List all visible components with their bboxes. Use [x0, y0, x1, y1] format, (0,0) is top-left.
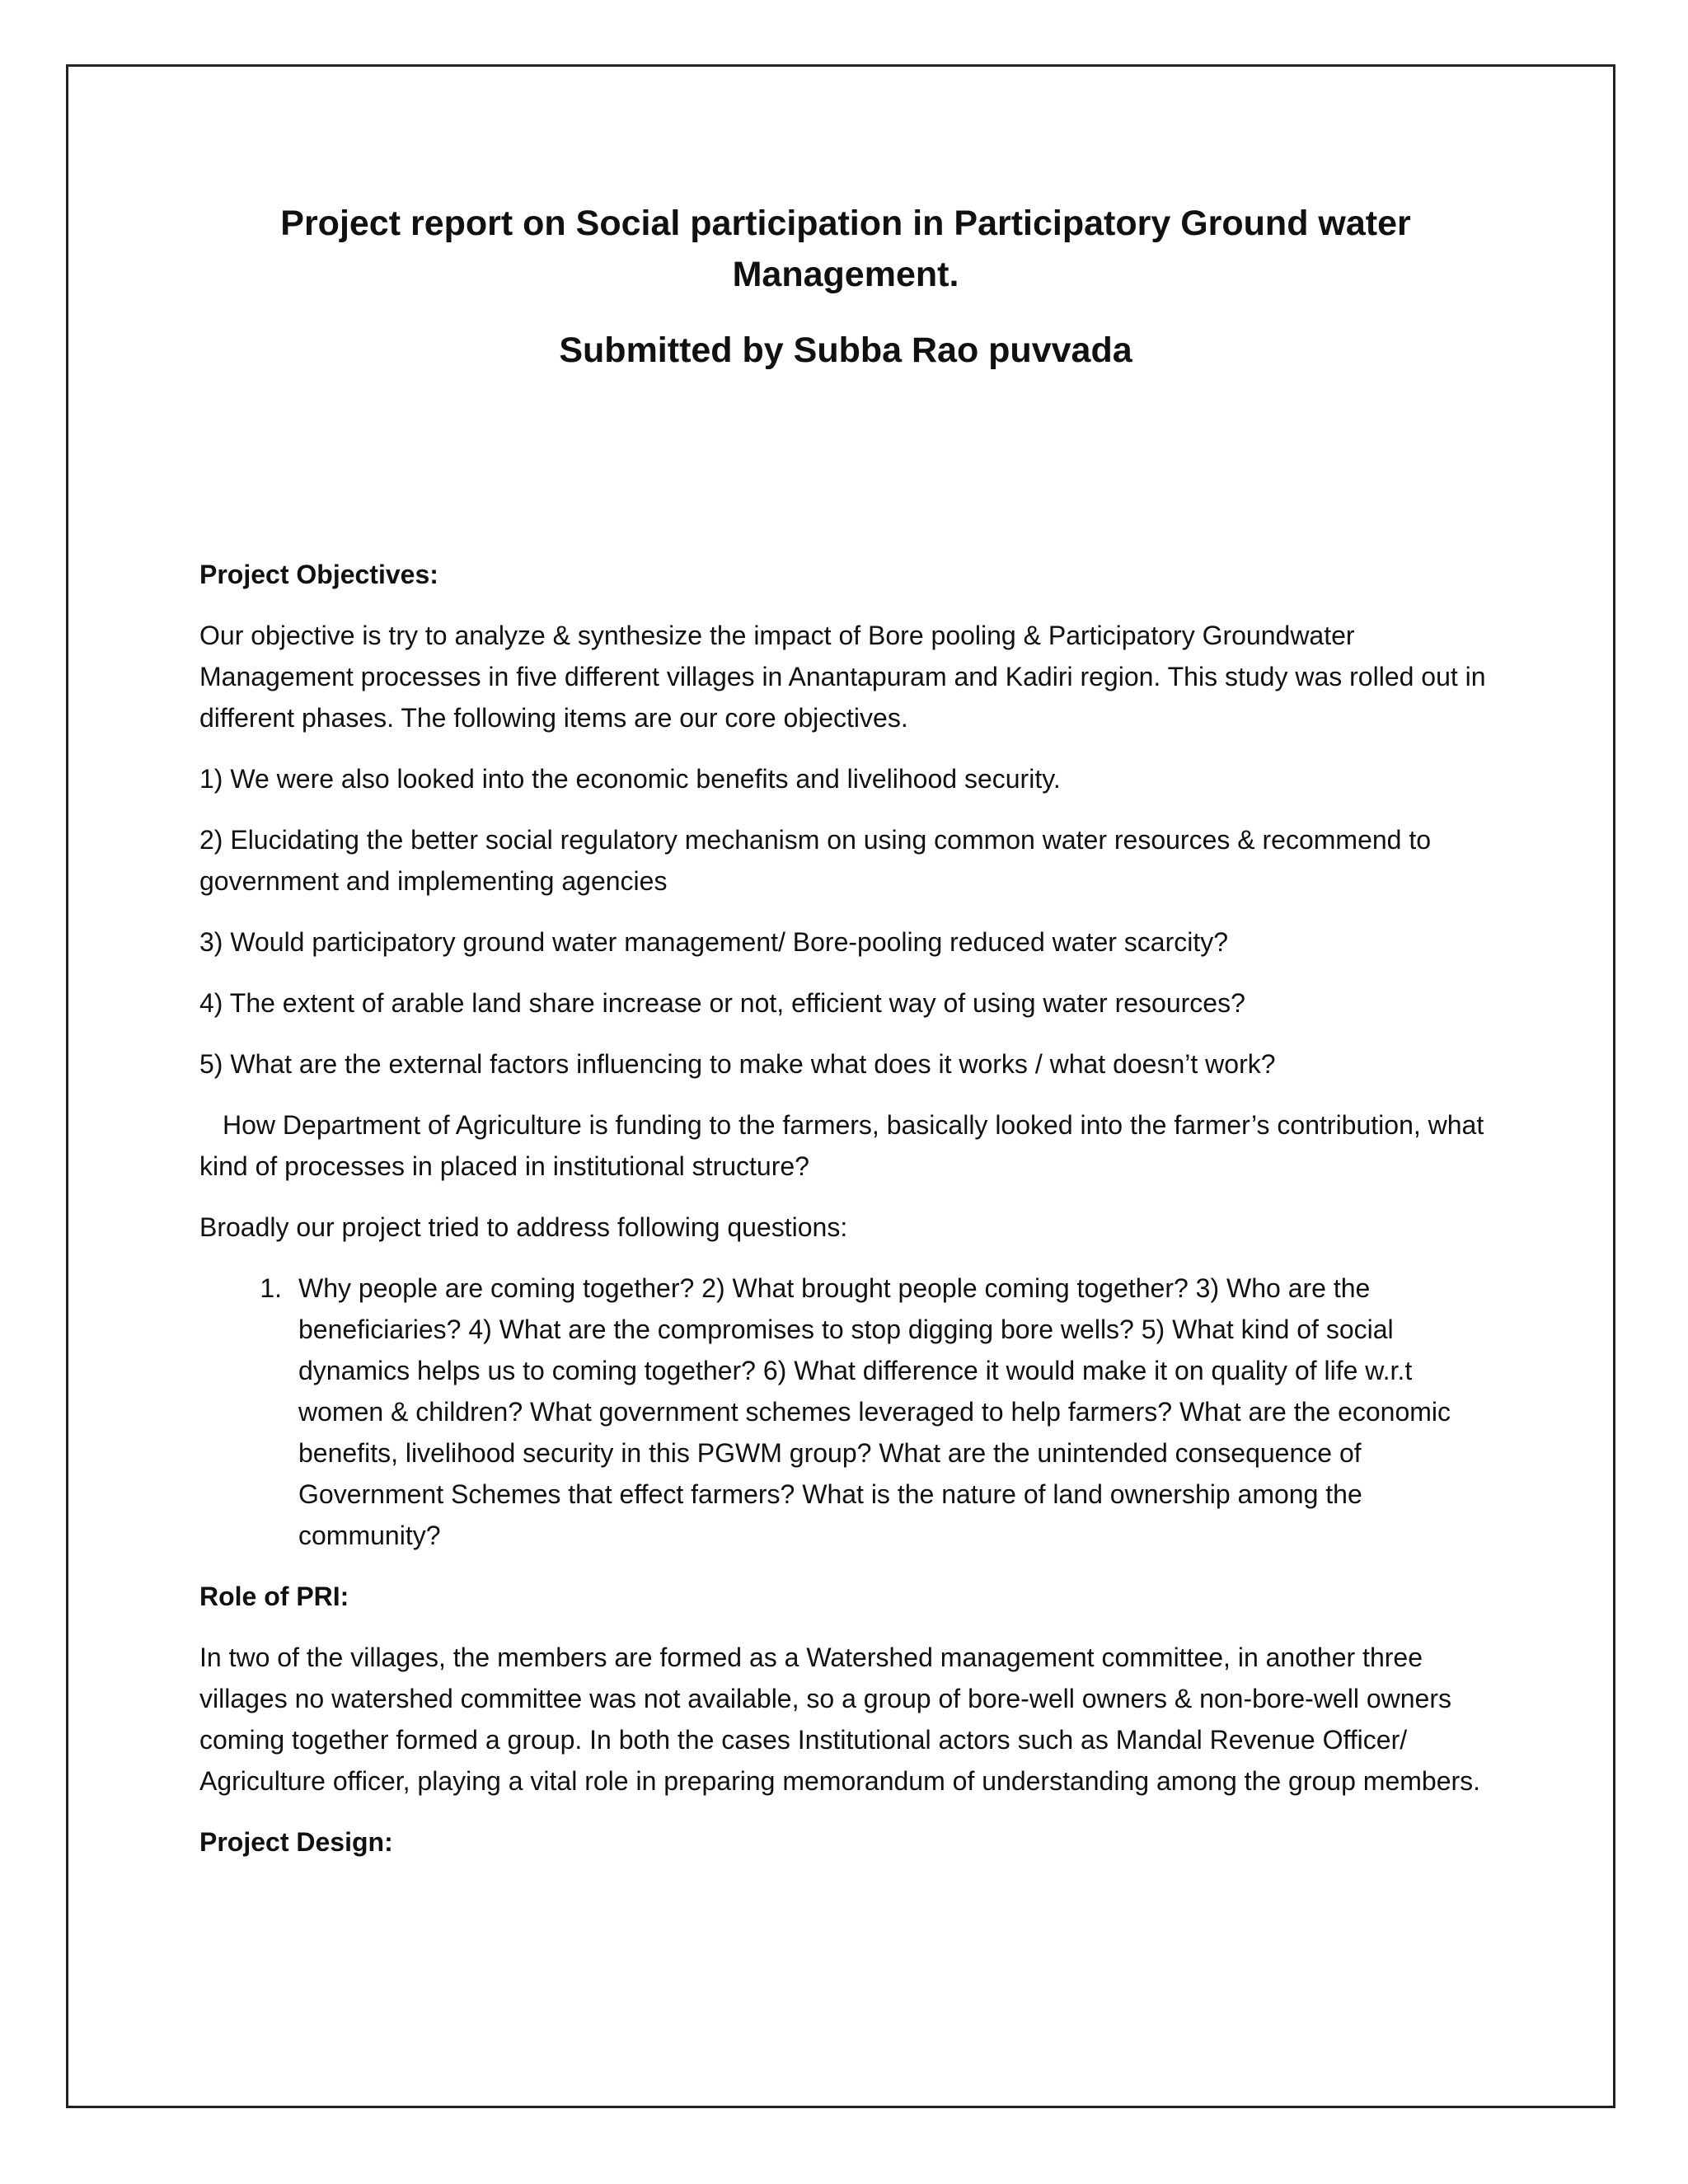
objective-item-5: 5) What are the external factors influencing to make what does it works / what doesn’t work? — [199, 1049, 1276, 1079]
objective-item-2: 2) Elucidating the better social regulatory mechanism on using common water resources & recommend to government and implementing agencies — [199, 825, 1432, 896]
pri-text: In two of the villages, the members are formed as a Watershed management committee, in another three villages no watershed committee was not available, so a group of bore-well owners & non-bore-well owners coming together formed a group. In both the cases Institutional actors such as Mandal Revenue Officer/ Agriculture officer, playing a vital role in preparing memorandum of understanding among the group members. — [199, 1643, 1481, 1796]
objective-item-4: 4) The extent of arable land share increase or not, efficient way of using water resources? — [199, 988, 1245, 1018]
objectives-intro: Our objective is try to analyze & synthesize the impact of Bore pooling & Participatory Groundwater Management processes in five different villages in Anantapuram and Kadiri region. This study was rolled out in different phases. The following items are our core objectives. — [199, 621, 1486, 733]
submitted-by: Submitted by Subba Rao puvvada — [559, 330, 1132, 370]
design-heading: Project Design: — [199, 1827, 393, 1857]
objectives-heading: Project Objectives: — [199, 560, 438, 589]
broadly-questions-intro: Broadly our project tried to address following questions: — [199, 1212, 848, 1242]
title-line-1: Project report on Social participation in Participatory Ground water — [280, 204, 1411, 243]
title-line-2: Management. — [732, 255, 959, 294]
list-item — [199, 1268, 1492, 1556]
document-title — [199, 198, 1492, 300]
list-item-number: 1. — [260, 1273, 282, 1303]
pri-heading: Role of PRI: — [199, 1582, 349, 1611]
objective-item-3: 3) Would participatory ground water management/ Bore-pooling reduced water scarcity? — [199, 927, 1229, 957]
objective-item-1: 1) We were also looked into the economic benefits and livelihood security. — [199, 764, 1061, 794]
funding-paragraph: How Department of Agriculture is funding to the farmers, basically looked into the farmer’s contribution, what kind of processes in placed in institutional structure? — [199, 1110, 1484, 1181]
list-item-text: Why people are coming together? 2) What brought people coming together? 3) Who are the beneficiaries? 4) What are the compromises to stop digging bore wells? 5) What kind of social dynamics helps us to coming together? 6) What difference it would make it on quality of life w.r.t women & children? What government schemes leveraged to help farmers? What are the economic benefits, livelihood security in this PGWM group? What are the unintended consequence of Government Schemes that effect farmers? What is the nature of land ownership among the community? — [298, 1273, 1451, 1550]
questions-list — [199, 1268, 1492, 1556]
document-body — [199, 198, 1492, 1863]
